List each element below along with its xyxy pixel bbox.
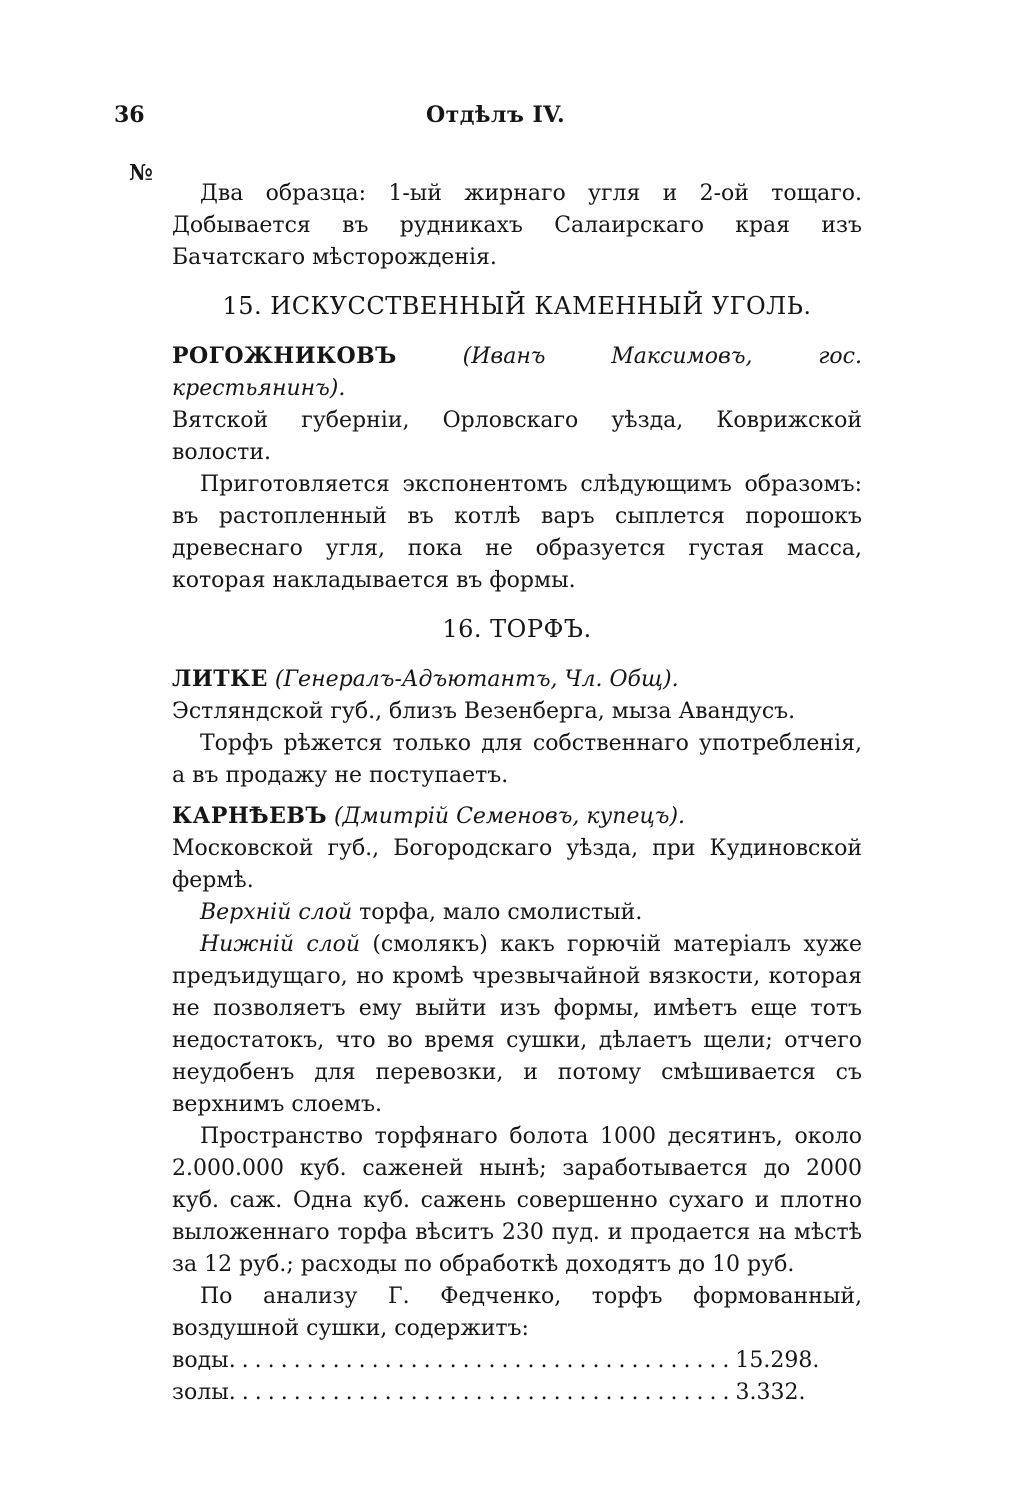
analysis-row	[172, 1345, 820, 1377]
page-body	[172, 178, 862, 1409]
bog-area-paragraph: Пространство торфянаго болота 1000 десятинъ, около 2.000.000 куб. саженей нынѣ; заработывается до 2000 куб. саж. Одна куб. сажень совершенно сухаго и плотно выложеннаго торфа вѣситъ 230 пуд. и продается на мѣстѣ за 12 руб.; расходы по обработкѣ доходятъ до 10 руб.	[172, 1124, 862, 1277]
running-head: Отдѣлъ IV.	[426, 102, 566, 128]
section-16-title: 16. ТОРФЪ.	[442, 615, 592, 643]
exhibitor-location: Московской губ., Богородскаго уѣзда, при Кудиновской фермѣ.	[172, 836, 862, 893]
analysis-value: 3.332.	[735, 1380, 806, 1405]
analysis-row	[172, 1377, 806, 1409]
intro-paragraph: Два образца: 1-ый жирнаго угля и 2-ой тощаго. Добывается въ рудникахъ Салаирскаго края изъ Бачатскаго мѣсторожденія.	[172, 181, 862, 270]
exhibitor-karneev	[172, 800, 862, 833]
lower-layer-text: (смолякъ) какъ горючій матеріалъ хуже предъидущаго, но кромѣ чрезвычайной вязкости, которая не позволяетъ ему выйти изъ формы, имѣетъ еще тотъ недостатокъ, что во время сушки, дѣлаетъ щели; отчего неудобенъ для перевозки, и потому смѣшивается съ верхнимъ слоемъ.	[172, 932, 862, 1117]
leader-dots: .......................................	[228, 1380, 736, 1405]
page-header	[0, 102, 1012, 134]
upper-layer-label: Верхній слой	[200, 900, 353, 925]
exhibitor-details: (Генералъ-Адъютантъ, Чл. Общ).	[274, 667, 679, 692]
analysis-value: 15.298.	[735, 1348, 820, 1373]
analysis-intro: По анализу Г. Федченко, торфъ формованный, воздушной сушки, содержитъ:	[172, 1284, 862, 1341]
exhibitor-details: (Дмитрій Семеновъ, купецъ).	[334, 804, 686, 829]
exhibitor-rogozhnikov	[172, 340, 862, 405]
lower-layer-label: Нижній слой	[200, 932, 361, 957]
exhibitor-litke-text: Торфъ рѣжется только для собственнаго употребленія, а въ продажу не поступаетъ.	[172, 731, 862, 788]
analysis-label: золы	[172, 1380, 229, 1405]
page-number: 36	[114, 102, 145, 128]
analysis-table	[172, 1345, 862, 1409]
section-15-title: 15. ИСКУССТВЕННЫЙ КАМЕННЫЙ УГОЛЬ.	[222, 292, 812, 320]
exhibitor-litke	[172, 663, 862, 696]
exhibitor-location: Вятской губерніи, Орловскаго уѣзда, Коврижской волости.	[172, 408, 862, 465]
upper-layer-text: торфа, мало смолистый.	[352, 900, 643, 925]
exhibitor-location: Эстляндской губ., близъ Везенберга, мыза Авандусъ.	[172, 699, 796, 724]
exhibitor-name: ЛИТКЕ	[172, 666, 268, 692]
exhibitor-name: РОГОЖНИКОВЪ	[172, 343, 397, 369]
margin-number-mark: №	[129, 160, 153, 186]
exhibitor-details: (Иванъ Максимовъ, гос. крестьянинъ).	[172, 344, 862, 401]
exhibitor-name: КАРНѢЕВЪ	[172, 803, 328, 829]
upper-layer-paragraph	[172, 897, 862, 929]
leader-dots: .......................................	[228, 1348, 736, 1373]
lower-layer-paragraph	[172, 929, 862, 1121]
section-15-text: Приготовляется экспонентомъ слѣдующимъ образомъ: въ растопленный въ котлѣ варъ сыплется порошокъ древеснаго угля, пока не образуется густая масса, которая накладывается въ формы.	[172, 472, 862, 593]
analysis-label: воды	[172, 1348, 229, 1373]
